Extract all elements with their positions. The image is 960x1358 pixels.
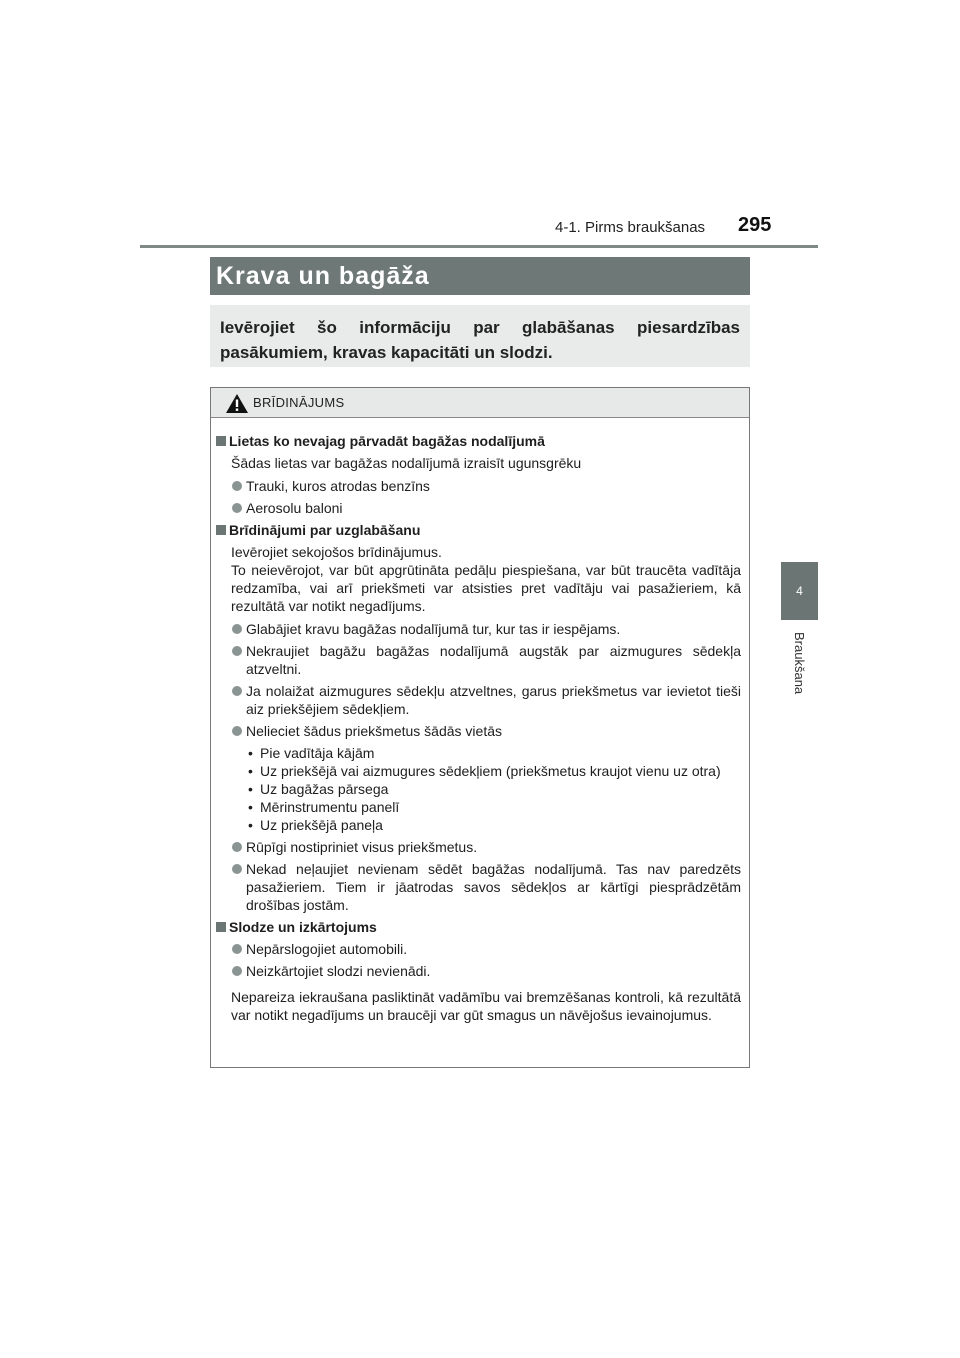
bullet-item: Trauki, kuros atrodas benzīns: [216, 477, 741, 495]
sub-bullet-list: [216, 744, 741, 834]
sub-bullet-item: • Uz priekšējā paneļa: [216, 816, 741, 834]
sub-bullet-item: • Pie vadītāja kājām: [216, 744, 741, 762]
sub-bullet-item: • Mērinstrumentu panelī: [216, 798, 741, 816]
section-text: Ievērojiet sekojošos brīdinājumus.: [231, 544, 442, 560]
warning-title: BRĪDINĀJUMS: [253, 395, 345, 410]
header-section-title: 4-1. Pirms braukšanas: [555, 219, 706, 236]
closing-text: Nepareiza iekraušana pasliktināt vadāmību vai bremzēšanas kontroli, kā rezultātā var notikt negadījums un braucēji var gūt smagus un nāvējošus ievainojumus.: [231, 989, 741, 1023]
warning-triangle-icon: [226, 394, 248, 413]
bullet-item: Aerosolu baloni: [216, 499, 741, 517]
page-title: Krava un bagāža: [210, 257, 750, 295]
warning-box: [210, 387, 750, 1068]
header-divider: [140, 245, 818, 248]
bullet-item: Nekad neļaujiet nevienam sēdēt bagāžas nodalījumā. Tas nav paredzēts pasažieriem. Tiem ir jāatrodas savos sēdekļos ar kārtīgi piesprādzētām drošības jostām.: [216, 860, 741, 914]
section-text: Šādas lietas var bagāžas nodalījumā izraisīt ugunsgrēku: [231, 455, 582, 471]
sub-bullet-item: • Uz bagāžas pārsega: [216, 780, 741, 798]
bullet-item: Nepārslogojiet automobili.: [216, 940, 741, 958]
page-number: 295: [738, 214, 772, 236]
section-heading: Lietas ko nevajag pārvadāt bagāžas nodalījumā: [216, 432, 741, 450]
bullet-item: Neizkārtojiet slodzi nevienādi.: [216, 962, 741, 980]
warning-header: [211, 388, 749, 418]
section-text: To neievērojot, var būt apgrūtināta pedāļu piespiešana, var būt traucēta vadītāja redzamība, vai arī priekšmeti var atsisties pret vadītāju vai pasažieriem, kā rezultātā var notikt negadījums.: [231, 562, 741, 614]
chapter-tab-label: Braukšana: [792, 631, 807, 695]
sub-bullet-item: • Uz priekšējā vai aizmugures sēdekļiem (priekšmetus kraujot vienu uz otra): [216, 762, 741, 780]
section-heading: Slodze un izkārtojums: [216, 918, 741, 936]
section-heading: Brīdinājumi par uzglabāšanu: [216, 521, 741, 539]
intro-text: Ievērojiet šo informāciju par glabāšanas piesardzības pasākumiem, kravas kapacitāti un slodzi.: [210, 305, 750, 367]
chapter-tab: [781, 562, 818, 620]
warning-body: [211, 418, 749, 1024]
bullet-item: Nekraujiet bagāžu bagāžas nodalījumā augstāk par aizmugures sēdekļa atzveltni.: [216, 642, 741, 678]
bullet-item: Nelieciet šādus priekšmetus šādās vietās: [216, 722, 741, 740]
bullet-item: Glabājiet kravu bagāžas nodalījumā tur, kur tas ir iespējams.: [216, 620, 741, 638]
chapter-tab-number: 4: [796, 584, 803, 598]
bullet-item: Ja nolaižat aizmugures sēdekļu atzveltnes, garus priekšmetus var ievietot tieši aiz priekšējiem sēdekļiem.: [216, 682, 741, 718]
bullet-item: Rūpīgi nostipriniet visus priekšmetus.: [216, 838, 741, 856]
